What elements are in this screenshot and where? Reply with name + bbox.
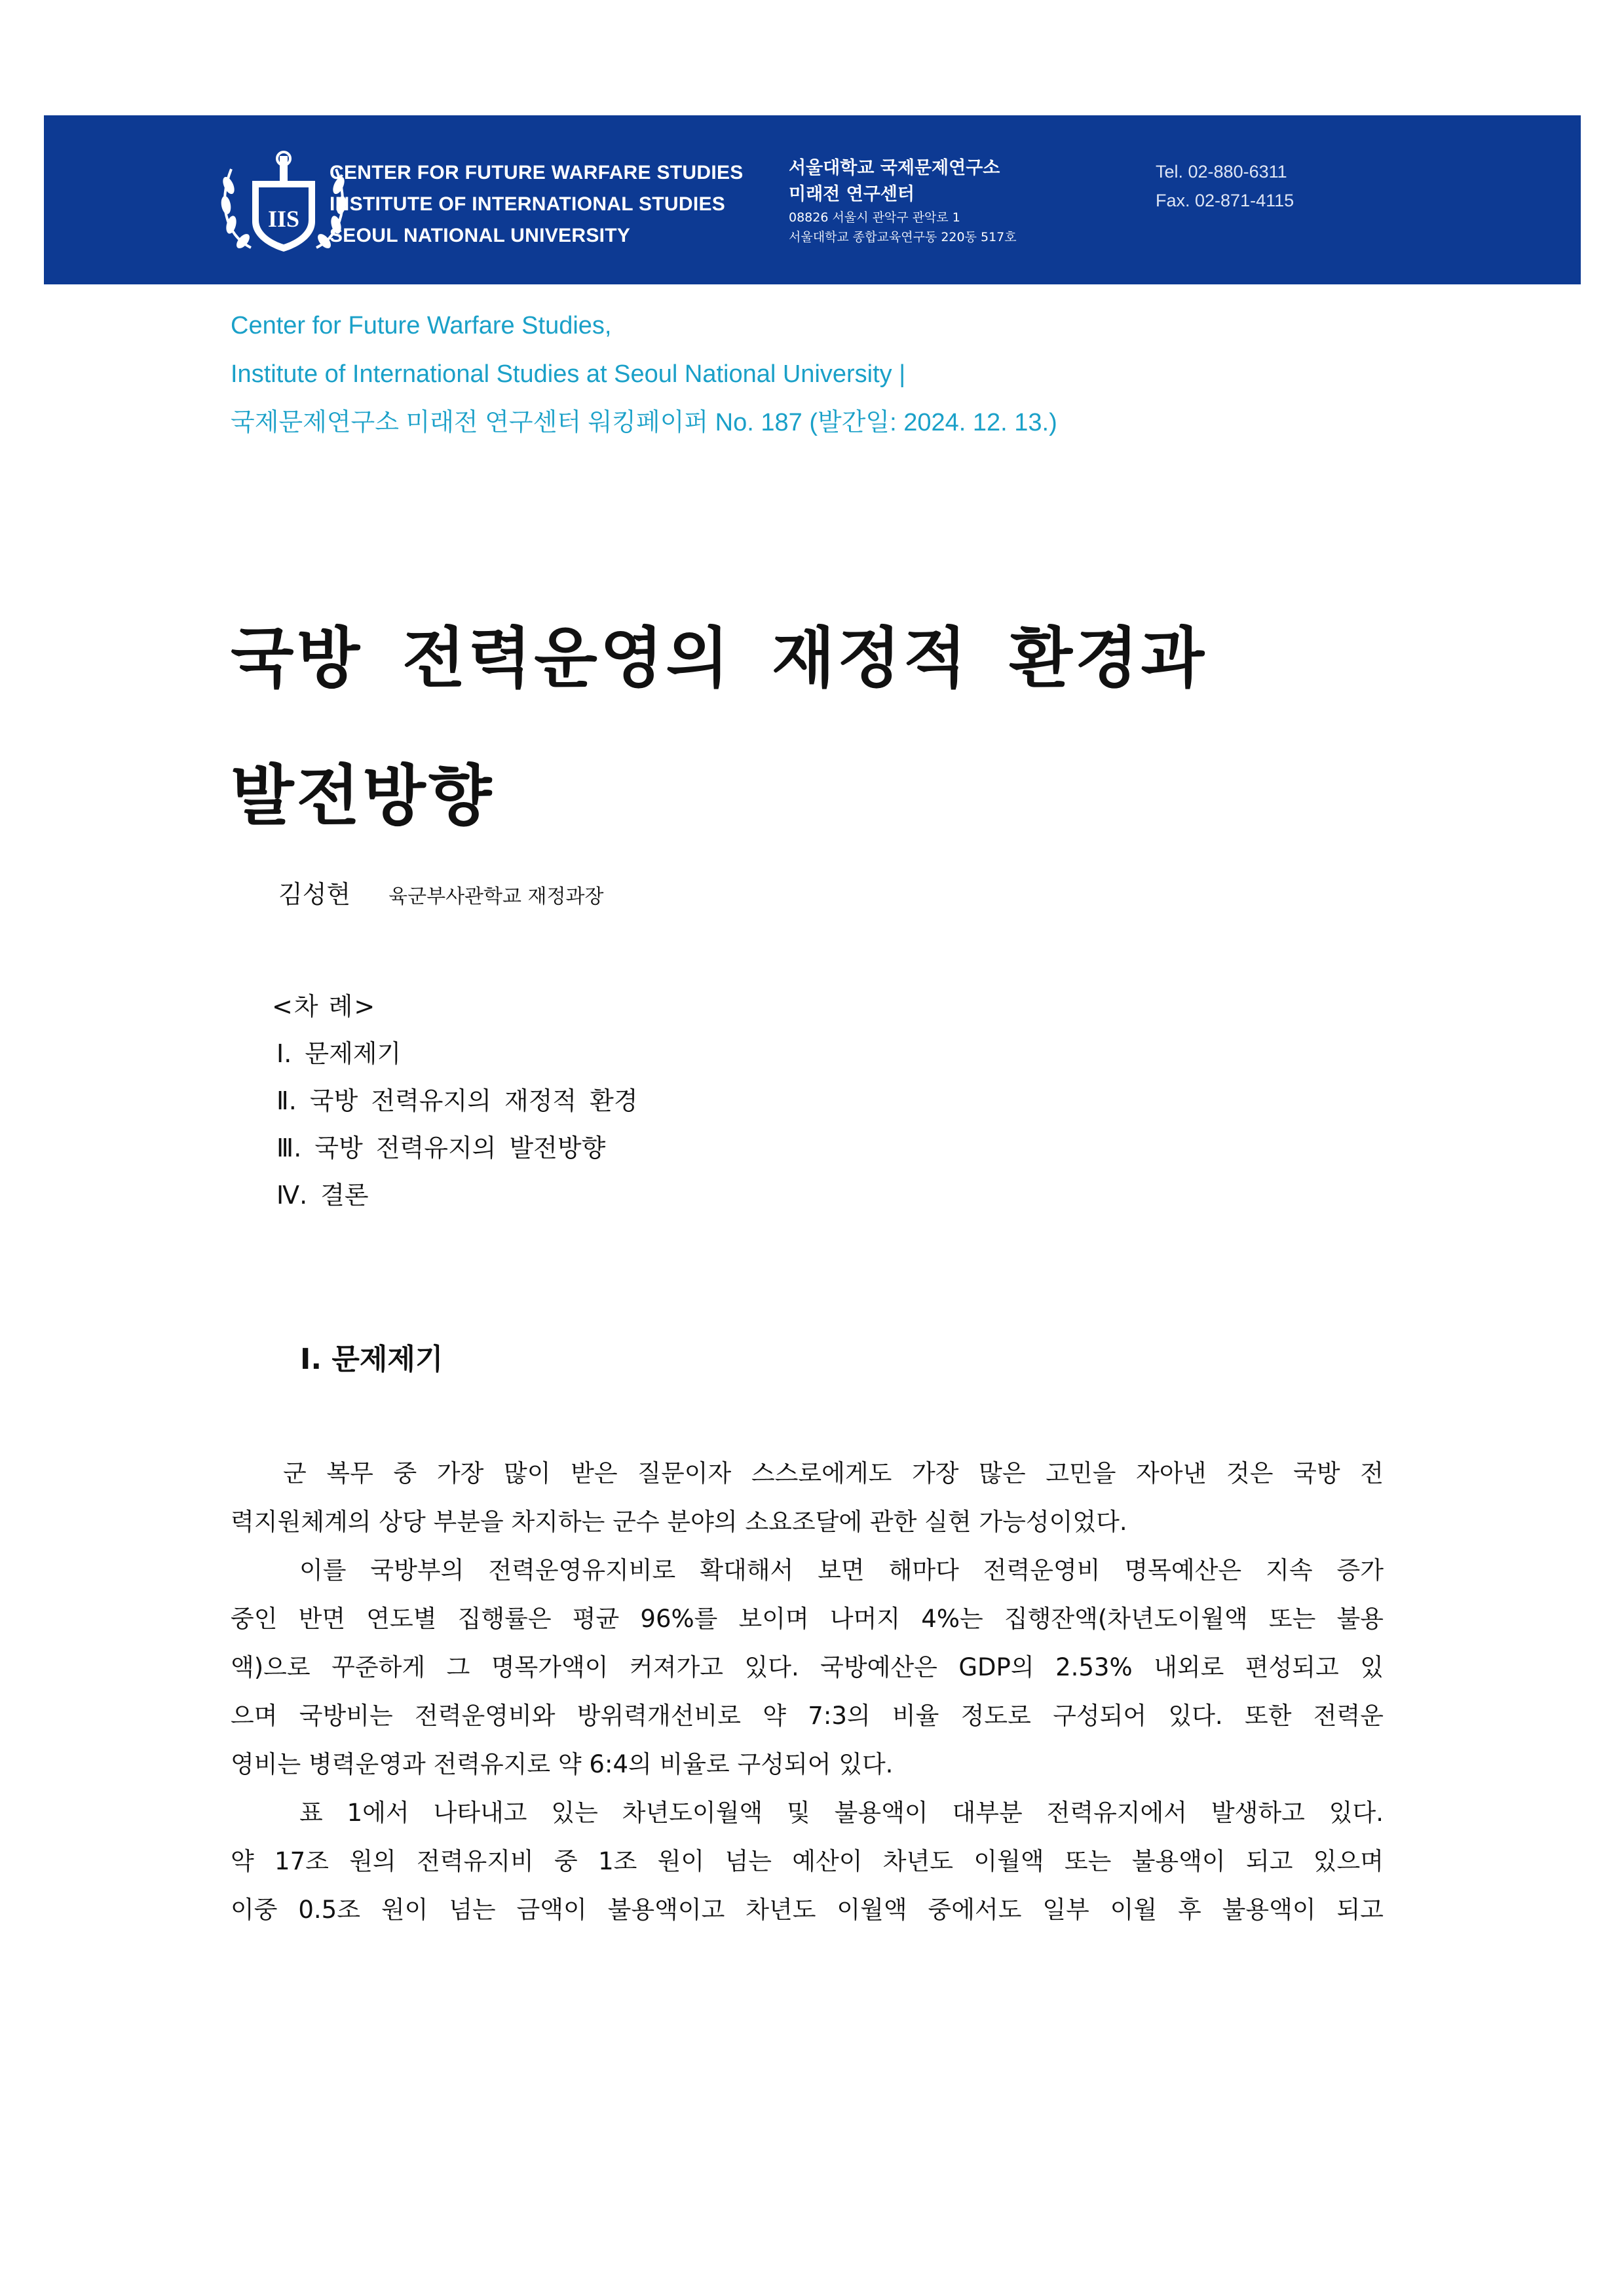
- body-text: [231, 1449, 1384, 1934]
- toc-item: Ⅱ. 국방 전력유지의 재정적 환경: [276, 1086, 638, 1115]
- body-line: 이중 0.5조 원이 넘는 금액이 불용액이고 차년도 이월액 중에서도 일부 이월 후 불용액이 되고: [231, 1896, 1384, 1924]
- banner-en-line: INSTITUTE OF INTERNATIONAL STUDIES: [330, 193, 726, 215]
- table-of-contents: [269, 983, 638, 1219]
- banner-kr-line: 서울대학교 국제문제연구소: [789, 158, 1000, 178]
- body-line: 으며 국방비는 전력운영비와 방위력개선비로 약 7:3의 비율 정도로 구성되어 있다. 또한 전력운: [231, 1702, 1384, 1730]
- body-line: 군 복무 중 가장 많이 받은 질문이자 스스로에게도 가장 많은 고민을 자아낸 것은 국방 전: [283, 1459, 1384, 1487]
- banner-address-line: 서울대학교 종합교육연구동 220동 517호: [789, 230, 1017, 244]
- banner-en-line: SEOUL NATIONAL UNIVERSITY: [330, 225, 631, 246]
- paper-title: [231, 590, 1410, 865]
- banner-english-org: [330, 157, 744, 252]
- banner-address-line: 08826 서울시 관악구 관악로 1: [789, 210, 960, 225]
- banner-en-line: CENTER FOR FUTURE WARFARE STUDIES: [330, 162, 744, 183]
- author-line: [278, 875, 603, 917]
- banner-korean-org: [789, 155, 1017, 247]
- body-line: 표 1에서 나타내고 있는 차년도이월액 및 불용액이 대부분 전력유지에서 발생하고 있다.: [299, 1799, 1384, 1827]
- title-line: 발전방향: [231, 757, 495, 834]
- toc-item: Ⅲ. 국방 전력유지의 발전방향: [276, 1134, 606, 1162]
- toc-item: Ⅳ. 결론: [276, 1181, 369, 1210]
- body-line: 중인 반면 연도별 집행률은 평균 96%를 보이며 나머지 4%는 집행잔액(차년도이월액 또는 불용: [231, 1605, 1384, 1633]
- toc-item: Ⅰ. 문제제기: [276, 1039, 402, 1068]
- author-affiliation: 육군부사관학교 재정과장: [388, 885, 604, 908]
- banner-kr-line: 미래전 연구센터: [789, 184, 915, 204]
- body-line: 액)으로 꾸준하게 그 명목가액이 커져가고 있다. 국방예산은 GDP의 2.53% 내외로 편성되고 있: [231, 1653, 1384, 1681]
- banner-tel: Tel. 02-880-6311: [1156, 162, 1287, 182]
- header-line: Institute of International Studies at Seoul National University |: [231, 360, 906, 388]
- body-line: 영비는 병력운영과 전력유지로 약 6:4의 비율로 구성되어 있다.: [231, 1750, 894, 1778]
- author-name: 김성현: [278, 880, 351, 909]
- section-heading: Ⅰ. 문제제기: [300, 1343, 444, 1376]
- body-line: 력지원체계의 상당 부분을 차지하는 군수 분야의 소요조달에 관한 실현 가능성이었다.: [231, 1508, 1127, 1536]
- banner-contact: [1156, 157, 1294, 215]
- header-line: Center for Future Warfare Studies,: [231, 312, 612, 339]
- body-line: 이를 국방부의 전력운영유지비로 확대해서 보면 해마다 전력운영비 명목예산은 지속 증가: [299, 1556, 1384, 1584]
- body-line: 약 17조 원의 전력유지비 중 1조 원이 넘는 예산이 차년도 이월액 또는 불용액이 되고 있으며: [231, 1847, 1384, 1875]
- banner-fax: Fax. 02-871-4115: [1156, 191, 1294, 210]
- title-line: 국방 전력운영의 재정적 환경과: [231, 620, 1207, 697]
- header-banner: [44, 115, 1581, 284]
- logo-text: IIS: [267, 206, 300, 232]
- working-paper-header: [231, 301, 1057, 447]
- header-line: 국제문제연구소 미래전 연구센터 워킹페이퍼 No. 187 (발간일: 2024. 12. 13.): [231, 409, 1057, 436]
- toc-title: <차 례>: [272, 992, 377, 1021]
